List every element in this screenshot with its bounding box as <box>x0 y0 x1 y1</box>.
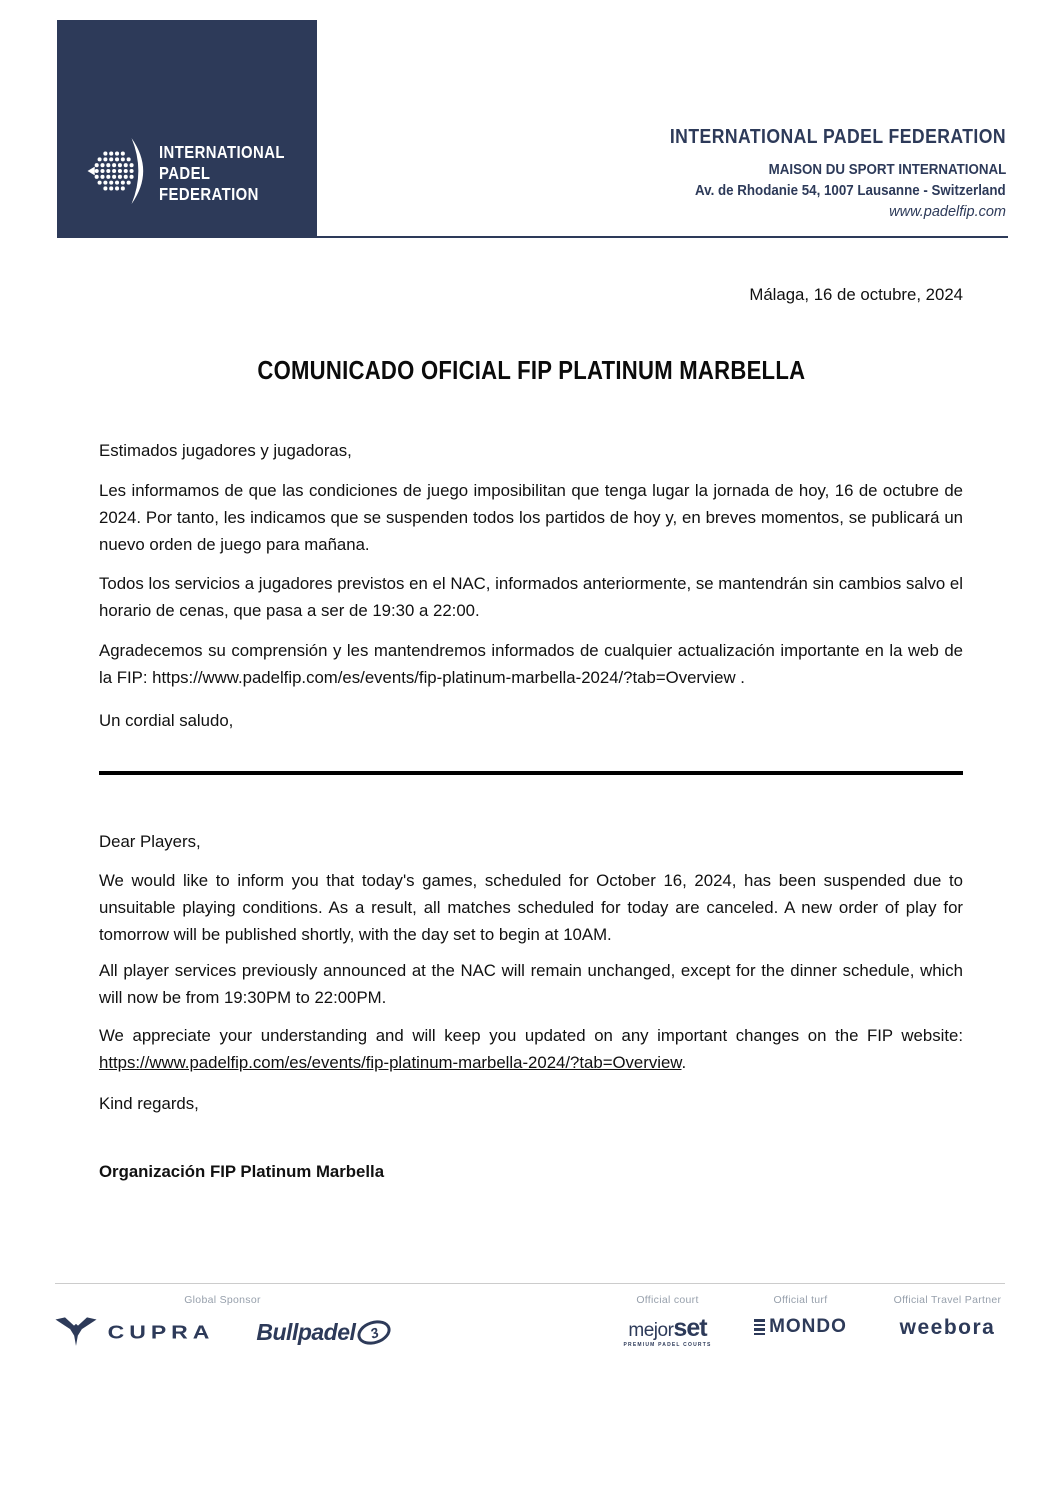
header-divider-line <box>317 236 1008 238</box>
spanish-fip-url: https://www.padelfip.com/es/events/fip-platinum-marbella-2024/?tab=Overview <box>152 668 736 687</box>
fip-logo-wordmark <box>159 142 285 205</box>
bullpadel-wordmark: Bullpadel <box>256 1318 356 1345</box>
document-title-text: COMUNICADO OFICIAL FIP PLATINUM MARBELLA <box>257 355 805 385</box>
mondo-wordmark: MONDO <box>769 1316 847 1337</box>
bullpadel-ball-icon <box>355 1316 394 1348</box>
spanish-paragraph-3 <box>99 637 963 691</box>
footer-divider-line <box>55 1283 1005 1284</box>
fip-logo-box <box>57 20 317 238</box>
english-salutation: Dear Players, <box>99 832 201 851</box>
global-sponsor-group <box>55 1294 390 1348</box>
official-court-label: Official court <box>636 1294 699 1306</box>
letterhead-address-block <box>506 126 1006 223</box>
spanish-paragraph-1: Les informamos de que las condiciones de juego imposibilitan que tenga lugar la jornada de hoy, 16 de octubre de 2024. Por tanto, les indicamos que se suspenden todos los partidos de hoy y, en breves momentos, se publicará un nuevo orden de juego para mañana. <box>99 481 963 554</box>
spanish-paragraph-3-end: . <box>735 668 745 687</box>
bullpadel-mark-number: 3 <box>368 1323 381 1341</box>
mejorset-logo <box>624 1316 712 1348</box>
english-paragraph-3-end: . <box>681 1053 687 1072</box>
weebora-wordmark: weebora <box>899 1316 996 1339</box>
weebora-logo <box>900 1316 996 1340</box>
spanish-closing: Un cordial saludo, <box>99 711 234 730</box>
english-closing: Kind regards, <box>99 1094 199 1113</box>
english-fip-url-link[interactable]: https://www.padelfip.com/es/events/fip-platinum-marbella-2024/?tab=Overview <box>99 1053 682 1072</box>
official-turf-label: Official turf <box>773 1294 828 1306</box>
address-line-1: MAISON DU SPORT INTERNATIONAL <box>768 162 1006 178</box>
global-sponsor-label: Global Sponsor <box>184 1294 261 1306</box>
mejorset-wordmark-bold: set <box>673 1314 707 1342</box>
bullpadel-logo <box>256 1319 391 1346</box>
document-title <box>99 357 963 384</box>
cupra-logo <box>54 1316 215 1348</box>
cupra-wordmark: CUPRA <box>107 1320 215 1343</box>
spanish-paragraph-3-text: Agradecemos su comprensión y les mantendremos informados de cualquier actualización importante en la web de la FIP: <box>99 641 963 687</box>
english-paragraph-2: All player services previously announced at the NAC will remain unchanged, except for the dinner schedule, which will now be from 19:30PM to 22:00PM. <box>99 961 963 1007</box>
mejorset-wordmark-light: mejor <box>628 1320 674 1341</box>
logo-word-line: PADEL <box>159 162 211 183</box>
address-line-2: Av. de Rhodanie 54, 1007 Lausanne - Switzerland <box>695 183 1006 199</box>
mondo-bars-icon <box>754 1319 765 1335</box>
english-paragraph-1: We would like to inform you that today's games, scheduled for October 16, 2024, has been suspended due to unsuitable playing conditions. As a result, all matches scheduled for today are canceled. A new order of play for tomorrow will be published shortly, with the day set to begin at 10AM. <box>99 871 963 944</box>
signature: Organización FIP Platinum Marbella <box>99 1162 385 1181</box>
official-travel-group <box>890 1294 1005 1340</box>
section-divider-line <box>99 771 963 775</box>
logo-word-line: INTERNATIONAL <box>159 141 285 162</box>
official-court-group <box>595 1294 740 1348</box>
mondo-logo <box>754 1316 847 1338</box>
official-travel-label: Official Travel Partner <box>893 1294 1002 1306</box>
spanish-paragraph-2: Todos los servicios a jugadores previstos en el NAC, informados anteriormente, se mantendrán sin cambios salvo el horario de cenas, que pasa a ser de 19:30 a 22:00. <box>99 574 963 620</box>
org-name: INTERNATIONAL PADEL FEDERATION <box>669 126 1006 148</box>
fip-ball-logo-icon <box>87 130 149 217</box>
official-turf-group <box>753 1294 848 1338</box>
spanish-salutation: Estimados jugadores y jugadoras, <box>99 441 352 460</box>
english-paragraph-3-text: We appreciate your understanding and will keep you updated on any important changes on the FIP website: <box>99 1026 963 1045</box>
english-paragraph-3 <box>99 1022 963 1076</box>
dateline: Málaga, 16 de octubre, 2024 <box>749 285 963 304</box>
mejorset-tagline: PREMIUM PADEL COURTS <box>623 1342 712 1348</box>
logo-word-line: FEDERATION <box>159 183 259 204</box>
org-website: www.padelfip.com <box>889 204 1006 220</box>
cupra-emblem-icon <box>54 1316 98 1348</box>
